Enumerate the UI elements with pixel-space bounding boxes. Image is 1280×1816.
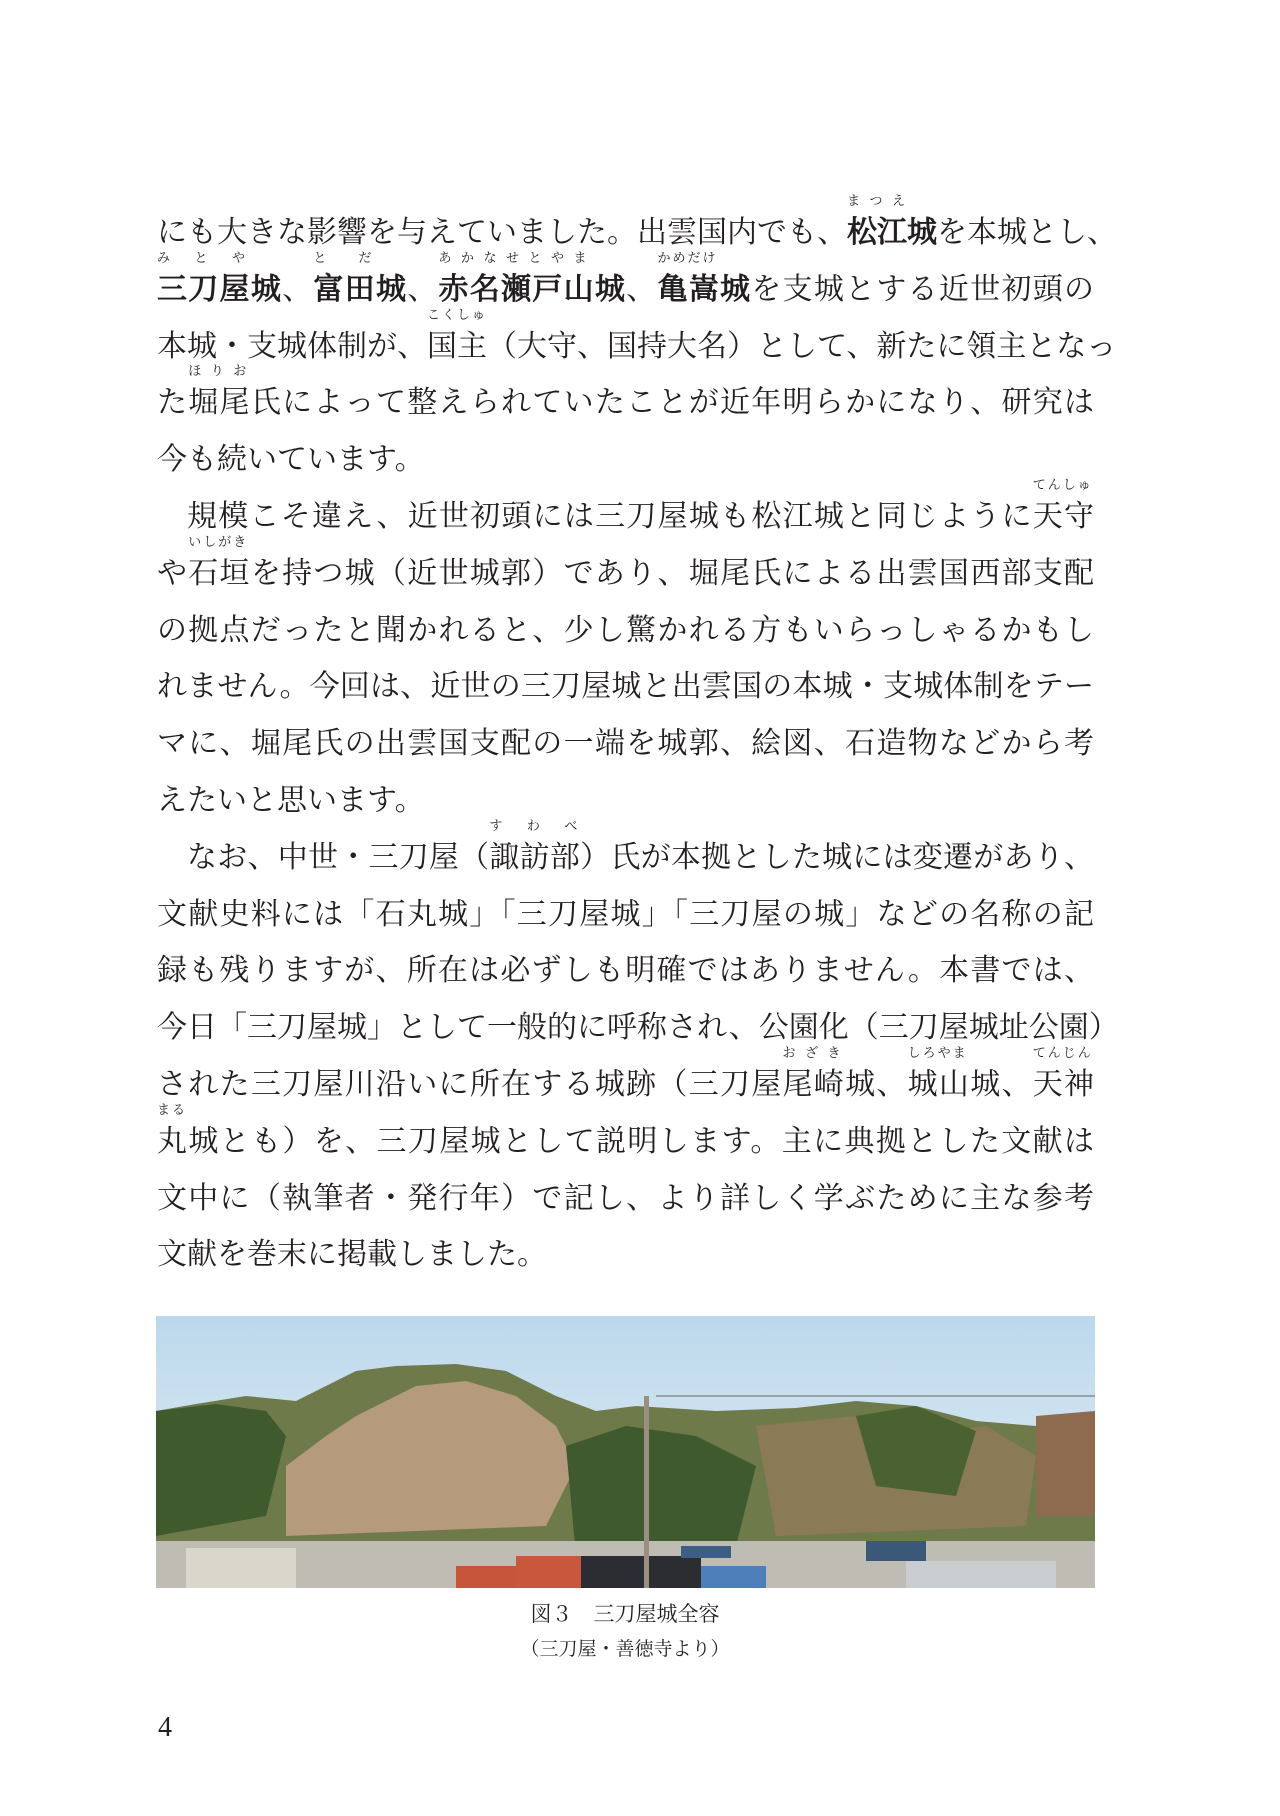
text-segment [751,272,1094,307]
segment-text: 松江城 [847,215,937,250]
text-line [157,943,1094,1000]
segment-text: 富田城 [313,271,408,307]
segment-text: マに、堀尾氏の出雲国支配の一端を城郭、絵図、石造物などから考 [157,726,1094,762]
text-segment [157,556,188,591]
text-line [157,364,1095,432]
text-line [157,1102,1094,1171]
bold-castle-name [847,194,937,250]
segment-text: 天守 [1032,498,1094,534]
text-segment [1032,1045,1095,1102]
segment-text: ）氏が本拠とした城には変遷があり、 [580,839,1095,875]
text-line [157,818,1095,887]
segment-text: 今日「三刀屋城」として一般的に呼称され、公園化（三刀屋城址公園） [157,1010,1119,1046]
text-segment [282,272,313,307]
text-line [157,477,1094,546]
text-line [157,1227,1094,1284]
text-segment [251,556,1094,591]
ruby-reading: しろやま [907,1045,968,1061]
body-text [157,194,1119,1284]
ruby-reading: こくしゅ [427,307,488,323]
ruby-reading: とだ [313,250,374,266]
text-line [157,1045,1095,1114]
ruby-reading: あかなせとやま [438,250,589,266]
segment-text: 城、 [845,1066,908,1102]
text-line [157,534,1095,603]
segment-text: 国主 [427,328,487,364]
segment-text: 文献を巻末に掲載しました。 [157,1237,547,1273]
text-segment [157,953,1094,988]
segment-text: にも大きな影響を与えていました。出雲国内でも、 [157,215,847,250]
ruby-reading: みとや [157,250,247,266]
segment-text: 尾崎 [782,1066,846,1102]
text-segment [970,1067,1033,1102]
text-segment [157,1067,783,1102]
text-segment [157,613,1094,648]
castle-photo [156,1316,1095,1588]
segment-text: 堀尾 [188,385,251,421]
text-segment [188,534,251,591]
text-segment [626,272,657,307]
figure-caption: 図３ 三刀屋城全容 [530,1602,720,1626]
text-segment [157,329,427,364]
text-segment [157,215,847,250]
text-line [157,194,1117,262]
text-line [157,716,1094,773]
ruby-reading: てんしゅ [1032,477,1093,493]
segment-text: 天神 [1032,1066,1095,1102]
segment-text: 録も残りますが、所在は必ずしも明確ではありません。本書では、 [157,953,1094,989]
bold-castle-name [157,250,283,307]
segment-text: 亀嵩城 [657,271,752,307]
segment-text: 規模こそ違え、近世初頭には三刀屋城も松江城と同じように [187,498,1033,534]
text-segment [487,329,1116,364]
text-line [157,250,1095,319]
text-segment [187,499,1033,534]
segment-text: 、 [626,271,658,307]
ruby-reading: おざき [782,1045,843,1061]
segment-text: 、 [407,271,439,307]
text-line [157,432,1094,489]
segment-text: 丸 [157,1123,189,1159]
segment-text: 赤名瀬戸山城 [438,271,627,307]
segment-text: 氏によって整えられていたことが近年明らかになり、研究は [250,385,1095,421]
segment-text: えたいと思います。 [157,782,425,818]
segment-text: 文中に（執筆者・発行年）で記し、より詳しく学ぶために主な参考 [157,1180,1094,1216]
text-segment [937,215,1117,250]
text-line [157,1171,1094,1228]
ruby-reading: まる [157,1102,188,1118]
text-segment [188,364,251,421]
text-segment [907,1045,971,1102]
segment-text: 城、 [970,1066,1033,1102]
segment-text: 石垣 [188,555,251,591]
segment-text: 本城・支城体制が、 [157,328,427,364]
ruby-reading: いしがき [188,534,249,550]
text-segment [489,818,581,875]
ruby-reading: かめだけ [657,250,718,266]
text-segment [251,385,1094,420]
segment-text: 諏訪部 [489,839,581,875]
text-segment [157,1181,1094,1216]
castle-hill-image [156,1316,1095,1588]
text-line [157,887,1094,944]
text-segment [157,442,425,477]
text-segment [782,1045,846,1102]
text-line [157,773,1094,830]
segment-text: 三刀屋城 [157,271,283,307]
text-line [157,659,1094,716]
text-segment [188,1124,1094,1159]
segment-text: なお、中世・三刀屋（ [187,839,490,875]
text-segment [157,385,188,420]
text-segment [1032,477,1094,534]
segment-text: 今も続いています。 [157,442,425,478]
text-segment [580,840,1094,875]
segment-text: 城山 [907,1066,971,1102]
text-segment [157,1237,547,1272]
segment-text: （大守、国持大名）として、新たに領主となっ [487,328,1117,364]
segment-text: を支城とする近世初頭の [751,271,1095,307]
text-segment [157,669,1094,704]
segment-text: された三刀屋川沿いに所在する城跡（三刀屋 [157,1066,783,1102]
text-segment [157,1102,189,1159]
text-segment [427,307,488,364]
text-segment [157,897,1094,932]
segment-text: の拠点だったと聞かれると、少し驚かれる方もいらっしゃるかもし [157,612,1094,648]
text-segment [157,726,1094,761]
segment-text: や [157,555,189,591]
ruby-reading: ほりお [188,364,249,380]
segment-text: た [157,385,189,421]
segment-text: れません。今回は、近世の三刀屋城と出雲国の本城・支城体制をテー [157,669,1094,705]
figure-subcaption: （三刀屋・善徳寺より） [520,1638,730,1660]
ruby-reading: てんじん [1032,1045,1093,1061]
segment-text: 文献史料には「石丸城」「三刀屋城」「三刀屋の城」などの名称の記 [157,896,1094,932]
text-segment [845,1067,908,1102]
text-segment [187,840,489,875]
segment-text: 城とも）を、三刀屋城として説明します。主に典拠とした文献は [188,1123,1094,1159]
ruby-reading: すわべ [489,818,580,834]
text-segment [407,272,438,307]
bold-castle-name [438,250,627,307]
segment-text: を本城とし、 [937,215,1117,250]
bold-castle-name [313,250,408,307]
text-segment [157,1010,1119,1045]
ruby-reading: まつえ [847,194,907,209]
text-line [157,603,1094,660]
text-line [157,307,1117,376]
bold-castle-name [657,250,752,307]
page-number: 4 [158,1712,172,1743]
segment-text: 、 [282,271,314,307]
segment-text: を持つ城（近世城郭）であり、堀尾氏による出雲国西部支配 [250,555,1095,591]
text-segment [157,783,425,818]
